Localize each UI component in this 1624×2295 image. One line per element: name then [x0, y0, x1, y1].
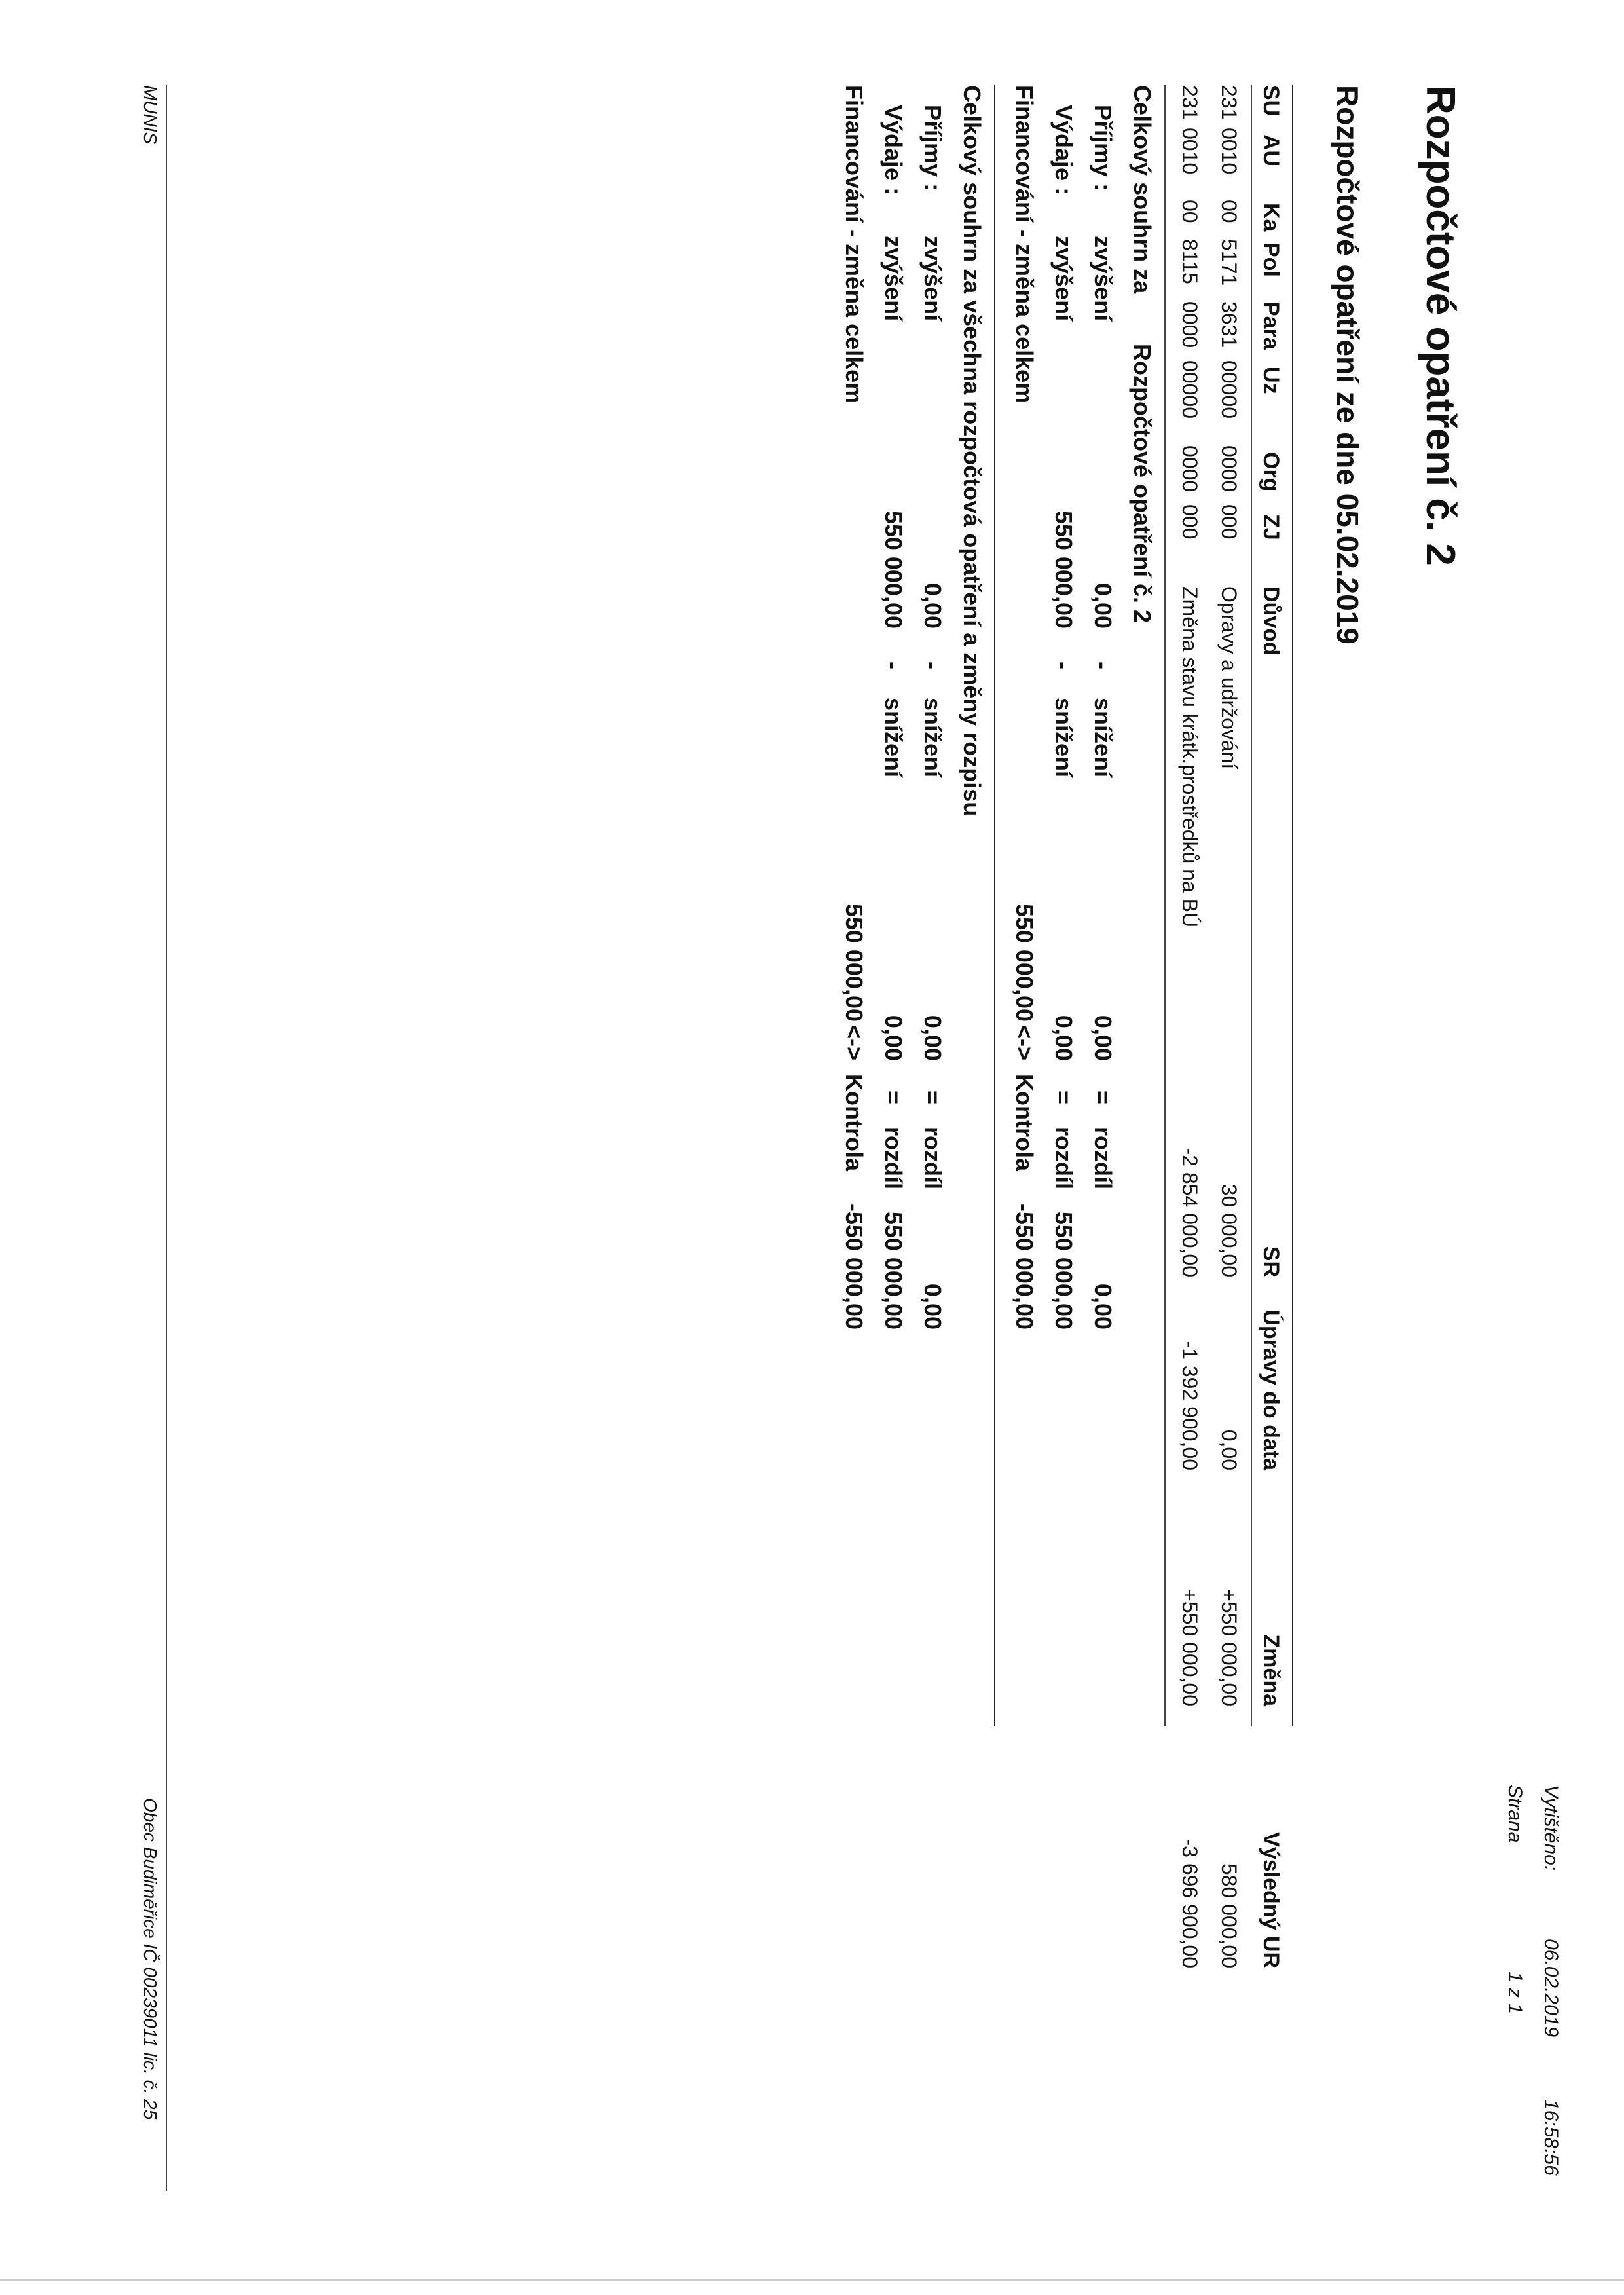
cell-upravy: 0,00: [1217, 1429, 1241, 1470]
cell-vysledny: -3 696 900,00: [1178, 1838, 1202, 1968]
printed-time: 16:58:56: [1540, 2099, 1562, 2176]
col-upravy: Úpravy do data: [1259, 1309, 1283, 1470]
col-zmena: Změna: [1259, 1634, 1283, 1706]
kontrola-label: Kontrola: [841, 1074, 868, 1171]
kontrola-value: -550 000,00: [841, 1203, 868, 1330]
prijmy-rozdil-value: 0,00: [1090, 1283, 1116, 1330]
vydaje-snizeni: snížení: [1050, 698, 1077, 778]
cell-upravy: -1 392 900,00: [1178, 1341, 1202, 1470]
cell-sr: 30 000,00: [1217, 1184, 1241, 1277]
col-su: SU: [1259, 85, 1283, 117]
cell-pol: 8115: [1178, 239, 1202, 284]
prijmy-zvyseni: zvýšení: [919, 236, 946, 322]
cell-au: 0010: [1217, 128, 1241, 175]
prijmy-snizeni: snížení: [1090, 698, 1116, 778]
footer-rule: [166, 85, 167, 2191]
page-title: Rozpočtové opatření č. 2: [1418, 85, 1463, 566]
financovani-label: Financování - změna celkem: [1011, 85, 1038, 404]
vydaje-rozdil: rozdíl: [880, 1127, 907, 1189]
kontrola-label: Kontrola: [1011, 1074, 1038, 1171]
financovani-arrow: <->: [1011, 1025, 1038, 1061]
vydaje-label: Výdaje :: [880, 105, 907, 196]
cell-para: 3631: [1217, 301, 1241, 348]
vydaje-snizeni: snížení: [880, 698, 907, 778]
prijmy-zvyseni-value: 0,00: [1090, 582, 1116, 629]
summary-heading: Celkový souhrn za: [1129, 85, 1156, 294]
vydaje-zvyseni-value: 550 000,00: [880, 510, 907, 629]
scan-edge: [0, 2279, 1624, 2281]
printed-label: Vytištěno:: [1540, 1785, 1562, 1871]
col-sr: SR: [1259, 1246, 1283, 1277]
prijmy-rozdil: rozdíl: [919, 1127, 946, 1189]
vydaje-rozdil-value: 550 000,00: [880, 1211, 907, 1330]
prijmy-zvyseni: zvýšení: [1090, 236, 1116, 322]
cell-duvod: Změna stavu krátk.prostředků na BÚ: [1178, 586, 1202, 928]
header-rule-bottom: [1251, 85, 1252, 1726]
summary-all-heading: Celkový souhrn za všechna rozpočtová opatření a změny rozpisu: [959, 85, 986, 817]
prijmy-eq: =: [1090, 1091, 1116, 1105]
col-para: Para: [1259, 301, 1283, 350]
page-label: Strana: [1504, 1785, 1526, 1843]
vydaje-label: Výdaje :: [1050, 105, 1077, 196]
prijmy-zvyseni-value: 0,00: [919, 582, 946, 629]
prijmy-minus: -: [919, 662, 946, 669]
page-subtitle: Rozpočtové opatření ze dne 05.02.2019: [1331, 85, 1365, 644]
cell-ka: 00: [1217, 200, 1241, 223]
prijmy-label: Příjmy :: [919, 105, 946, 192]
col-zj: ZJ: [1259, 514, 1283, 540]
vydaje-snizeni-value: 0,00: [880, 1015, 907, 1061]
vydaje-rozdil-value: 550 000,00: [1050, 1211, 1077, 1330]
cell-uz: 00000: [1217, 360, 1241, 419]
prijmy-snizeni-value: 0,00: [919, 1015, 946, 1061]
summary-heading-measure: Rozpočtové opatření č. 2: [1129, 344, 1156, 624]
col-au: AU: [1259, 134, 1283, 167]
cell-zj: 000: [1217, 504, 1241, 540]
vydaje-zvyseni: zvýšení: [880, 236, 907, 322]
cell-zj: 000: [1178, 504, 1202, 540]
footer-left: MUNIS: [140, 85, 160, 145]
vydaje-zvyseni-value: 550 000,00: [1050, 510, 1077, 629]
footer-right: Obec Budiměřice IČ 00239011 lic. č. 25: [140, 1798, 160, 2120]
vydaje-eq: =: [880, 1091, 907, 1105]
cell-ka: 00: [1178, 200, 1202, 223]
col-vysledny: Výsledný UR: [1259, 1832, 1283, 1968]
cell-sr: -2 854 000,00: [1178, 1148, 1202, 1277]
prijmy-snizeni: snížení: [919, 698, 946, 778]
rows-rule-bottom: [1164, 85, 1166, 1726]
prijmy-eq: =: [919, 1091, 946, 1105]
cell-duvod: Opravy a udržování: [1217, 586, 1241, 770]
col-uz: Uz: [1259, 367, 1283, 394]
col-duvod: Důvod: [1259, 586, 1283, 656]
financovani-label: Financování - změna celkem: [841, 85, 868, 404]
prijmy-rozdil-value: 0,00: [919, 1283, 946, 1330]
prijmy-snizeni-value: 0,00: [1090, 1015, 1116, 1061]
vydaje-minus: -: [880, 662, 907, 669]
cell-pol: 5171: [1217, 239, 1241, 286]
prijmy-rozdil: rozdíl: [1090, 1127, 1116, 1189]
header-rule-top: [1292, 85, 1293, 1726]
summary-divider: [994, 85, 995, 1726]
cell-uz: 00000: [1178, 360, 1202, 419]
cell-org: 0000: [1178, 445, 1202, 493]
financovani-value: 550 000,00: [841, 903, 868, 1022]
cell-zmena: +550 000,00: [1178, 1589, 1202, 1706]
vydaje-minus: -: [1050, 662, 1077, 669]
cell-para: 0000: [1178, 301, 1202, 348]
page-value: 1 z 1: [1504, 1971, 1526, 2015]
prijmy-minus: -: [1090, 662, 1116, 669]
financovani-arrow: <->: [841, 1025, 868, 1061]
vydaje-snizeni-value: 0,00: [1050, 1015, 1077, 1061]
col-ka: Ka: [1259, 203, 1283, 232]
cell-su: 231: [1178, 85, 1202, 121]
cell-su: 231: [1217, 85, 1241, 121]
col-pol: Pol: [1259, 242, 1283, 277]
cell-au: 0010: [1178, 128, 1202, 175]
cell-zmena: +550 000,00: [1217, 1589, 1241, 1706]
cell-org: 0000: [1217, 445, 1241, 493]
vydaje-eq: =: [1050, 1091, 1077, 1105]
prijmy-label: Příjmy :: [1090, 105, 1116, 192]
vydaje-zvyseni: zvýšení: [1050, 236, 1077, 322]
vydaje-rozdil: rozdíl: [1050, 1127, 1077, 1189]
financovani-value: 550 000,00: [1011, 903, 1038, 1022]
cell-vysledny: 580 000,00: [1217, 1863, 1241, 1968]
col-org: Org: [1259, 452, 1283, 492]
printed-date: 06.02.2019: [1540, 1939, 1562, 2038]
kontrola-value: -550 000,00: [1011, 1203, 1038, 1330]
